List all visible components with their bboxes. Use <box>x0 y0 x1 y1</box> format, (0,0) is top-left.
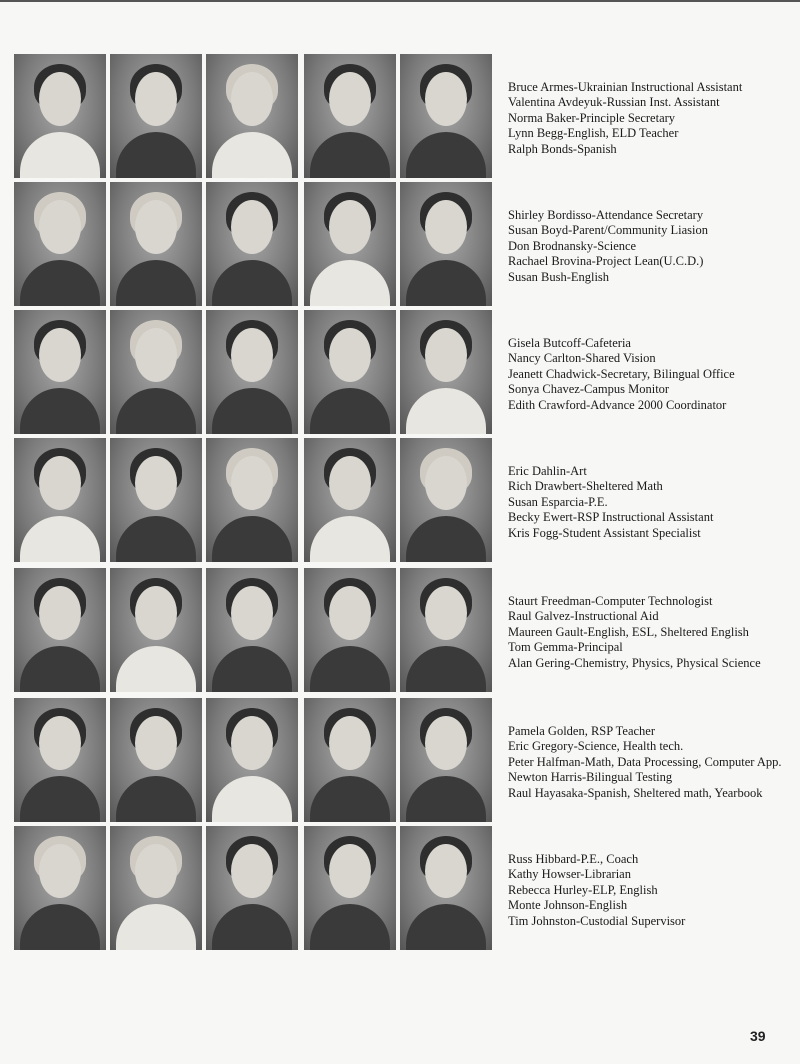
staff-name-caption: Rich Drawbert-Sheltered Math <box>508 479 663 494</box>
staff-portrait-photo <box>206 826 298 950</box>
staff-name-list <box>508 80 798 157</box>
staff-name-caption: Ralph Bonds-Spanish <box>508 141 617 156</box>
staff-portrait-photo <box>304 54 396 178</box>
staff-name-caption: Raul Hayasaka-Spanish, Sheltered math, Yearbook <box>508 785 763 800</box>
staff-name-caption: Rebecca Hurley-ELP, English <box>508 882 658 897</box>
staff-name-caption: Sonya Chavez-Campus Monitor <box>508 382 670 397</box>
staff-portrait-photo <box>110 826 202 950</box>
staff-name-caption: Alan Gering-Chemistry, Physics, Physical Science <box>508 655 761 670</box>
staff-name-caption: Staurt Freedman-Computer Technologist <box>508 594 713 608</box>
staff-portrait-photo <box>304 438 396 562</box>
staff-name-caption: Kris Fogg-Student Assistant Specialist <box>508 525 701 540</box>
staff-portrait-photo <box>14 826 106 950</box>
staff-portrait-photo <box>14 310 106 434</box>
staff-name-caption: Eric Dahlin-Art <box>508 464 587 478</box>
staff-portrait-photo <box>14 438 106 562</box>
staff-portrait-photo <box>304 568 396 692</box>
staff-portrait-photo <box>304 698 396 822</box>
staff-name-list <box>508 464 798 541</box>
staff-name-caption: Susan Boyd-Parent/Community Liasion <box>508 223 708 238</box>
staff-portrait-photo <box>400 826 492 950</box>
staff-row <box>14 182 794 308</box>
staff-portrait-photo <box>14 182 106 306</box>
staff-name-caption: Tim Johnston-Custodial Supervisor <box>508 913 686 928</box>
staff-row <box>14 54 794 180</box>
staff-name-caption: Edith Crawford-Advance 2000 Coordinator <box>508 397 727 412</box>
staff-portrait-photo <box>206 182 298 306</box>
staff-row <box>14 438 794 564</box>
staff-name-caption: Don Brodnansky-Science <box>508 238 637 253</box>
staff-name-caption: Eric Gregory-Science, Health tech. <box>508 739 684 754</box>
staff-name-caption: Nancy Carlton-Shared Vision <box>508 351 656 366</box>
staff-portrait-photo <box>110 54 202 178</box>
staff-name-list <box>508 336 798 413</box>
staff-portrait-photo <box>110 698 202 822</box>
staff-name-list <box>508 208 798 285</box>
staff-name-caption: Russ Hibbard-P.E., Coach <box>508 852 639 866</box>
staff-row <box>14 826 794 952</box>
staff-name-caption: Monte Johnson-English <box>508 898 628 913</box>
staff-row <box>14 568 794 694</box>
staff-portrait-photo <box>14 568 106 692</box>
page-number: 39 <box>750 1028 766 1044</box>
staff-row <box>14 698 794 824</box>
staff-portrait-photo <box>206 310 298 434</box>
staff-name-caption: Raul Galvez-Instructional Aid <box>508 609 659 624</box>
staff-name-caption: Bruce Armes-Ukrainian Instructional Assistant <box>508 80 743 94</box>
staff-name-list <box>508 724 798 801</box>
staff-portrait-photo <box>14 54 106 178</box>
staff-portrait-photo <box>206 568 298 692</box>
staff-name-caption: Newton Harris-Bilingual Testing <box>508 770 673 785</box>
staff-portrait-photo <box>400 310 492 434</box>
staff-name-caption: Pamela Golden, RSP Teacher <box>508 724 656 738</box>
staff-portrait-photo <box>400 698 492 822</box>
staff-name-caption: Peter Halfman-Math, Data Processing, Computer App. <box>508 754 782 769</box>
staff-portrait-photo <box>110 438 202 562</box>
staff-portrait-photo <box>110 310 202 434</box>
staff-name-caption: Valentina Avdeyuk-Russian Inst. Assistant <box>508 95 720 110</box>
staff-name-caption: Becky Ewert-RSP Instructional Assistant <box>508 510 714 525</box>
staff-portrait-photo <box>14 698 106 822</box>
staff-row <box>14 310 794 436</box>
staff-name-caption: Jeanett Chadwick-Secretary, Bilingual Office <box>508 366 735 381</box>
staff-portrait-photo <box>110 568 202 692</box>
staff-portrait-photo <box>110 182 202 306</box>
top-border <box>0 0 800 2</box>
staff-portrait-photo <box>304 182 396 306</box>
staff-name-caption: Susan Bush-English <box>508 269 610 284</box>
staff-portrait-photo <box>206 698 298 822</box>
staff-portrait-photo <box>304 826 396 950</box>
staff-portrait-photo <box>400 54 492 178</box>
staff-portrait-photo <box>400 568 492 692</box>
staff-portrait-photo <box>304 310 396 434</box>
staff-portrait-photo <box>400 438 492 562</box>
staff-portrait-photo <box>206 54 298 178</box>
staff-name-caption: Kathy Howser-Librarian <box>508 867 631 882</box>
staff-name-list <box>508 594 798 671</box>
staff-name-caption: Maureen Gault-English, ESL, Sheltered English <box>508 624 749 639</box>
staff-name-caption: Norma Baker-Principle Secretary <box>508 110 676 125</box>
staff-name-caption: Gisela Butcoff-Cafeteria <box>508 336 631 350</box>
staff-name-caption: Susan Esparcia-P.E. <box>508 494 608 509</box>
staff-name-caption: Rachael Brovina-Project Lean(U.C.D.) <box>508 254 704 269</box>
staff-name-caption: Tom Gemma-Principal <box>508 640 623 655</box>
staff-portrait-photo <box>206 438 298 562</box>
staff-name-caption: Shirley Bordisso-Attendance Secretary <box>508 208 704 222</box>
staff-name-list <box>508 852 798 929</box>
staff-portrait-photo <box>400 182 492 306</box>
staff-name-caption: Lynn Begg-English, ELD Teacher <box>508 126 679 141</box>
